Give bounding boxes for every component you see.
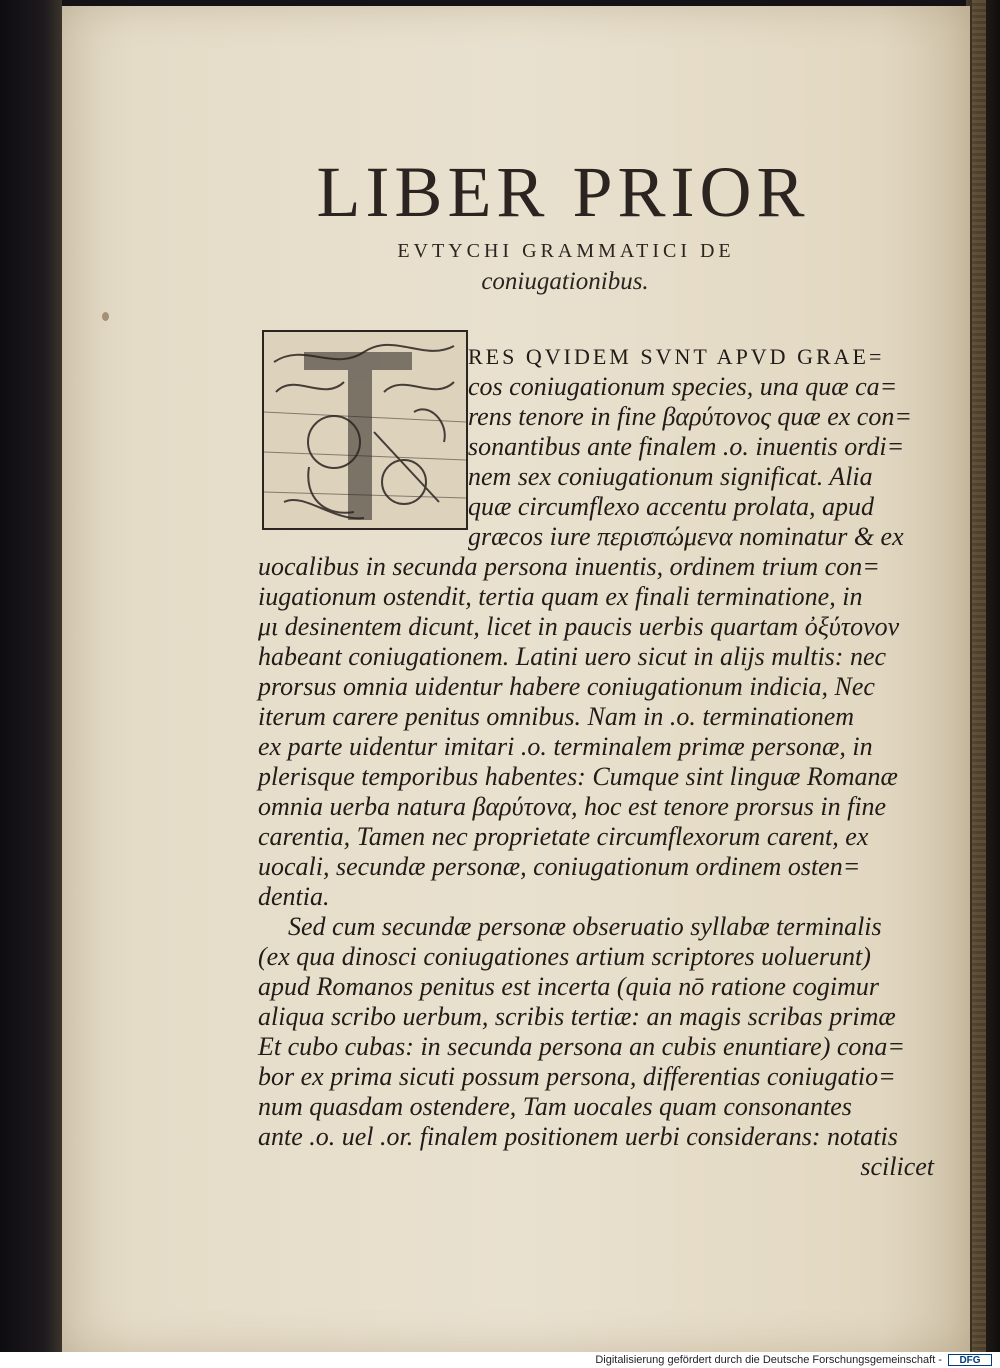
text-line: μι desinentem dicunt, licet in paucis uerbis quartam ὀξύτονον <box>258 612 900 641</box>
text-line: aliqua scribo uerbum, scribis tertiæ: an magis scribas primæ <box>258 1002 896 1031</box>
page-title: LIBER PRIOR <box>316 152 810 232</box>
text-line: iterum carere penitus omnibus. Nam in .o. terminationem <box>258 702 855 731</box>
text-line: cos coniugationum species, una quæ ca= <box>468 372 898 401</box>
text-line: ante .o. uel .or. finalem positionem uerbi considerans: notatis <box>258 1122 898 1151</box>
text-line: Sed cum secundæ personæ obseruatio syllabæ terminalis <box>288 912 882 941</box>
text-line: quæ circumflexo accentu prolata, apud <box>468 492 875 521</box>
text-line: rens tenore in fine βαρύτονος quæ ex con= <box>468 402 912 431</box>
paper-stain <box>102 312 109 321</box>
text-line: dentia. <box>258 882 330 911</box>
dfg-logo: DFG <box>948 1354 992 1366</box>
decorated-initial-t <box>262 330 468 530</box>
text-line: RES QVIDEM SVNT APVD GRAE= <box>468 344 885 369</box>
text-line: habeant coniugationem. Latini uero sicut in alijs multis: nec <box>258 642 887 671</box>
page-subtitle-caps: EVTYCHI GRAMMATICI DE <box>397 240 735 262</box>
text-line: apud Romanos penitus est incerta (quia nō ratione cogimur <box>258 972 880 1001</box>
text-line: num quasdam ostendere, Tam uocales quam consonantes <box>258 1092 852 1121</box>
text-line: iugationum ostendit, tertia quam ex finali terminatione, in <box>258 582 863 611</box>
text-line: uocalibus in secunda persona inuentis, ordinem trium con= <box>258 552 880 581</box>
scan-background-left <box>0 0 62 1352</box>
text-line: omnia uerba natura βαρύτονα, hoc est tenore prorsus in fine <box>258 792 887 821</box>
text-line: græcos iure περισπώμενα nominatur & ex <box>468 522 904 551</box>
text-line: sonantibus ante finalem .o. inuentis ordi= <box>468 432 905 461</box>
text-line: carentia, Tamen nec proprietate circumflexorum carent, ex <box>258 822 869 851</box>
catchword: scilicet <box>860 1152 934 1181</box>
text-line: (ex qua dinosci coniugationes artium scriptores uoluerunt) <box>258 942 871 971</box>
page-subtitle-italic: coniugationibus. <box>481 268 649 295</box>
text-line: Et cubo cubas: in secunda persona an cubis enuntiare) cona= <box>258 1032 905 1061</box>
woodcut-initial-illustration <box>264 332 466 528</box>
adjacent-page-edge <box>972 0 986 1352</box>
text-line: uocali, secundæ personæ, coniugationum ordinem osten= <box>258 852 861 881</box>
digitization-credit: Digitalisierung gefördert durch die Deutsche Forschungsgemeinschaft - <box>595 1354 942 1366</box>
text-line: prorsus omnia uidentur habere coniugationum indicia, Nec <box>258 672 875 701</box>
text-line: plerisque temporibus habentes: Cumque sint linguæ Romanæ <box>258 762 898 791</box>
text-line: nem sex coniugationum significat. Alia <box>468 462 873 491</box>
text-line: bor ex prima sicuti possum persona, differentias coniugatio= <box>258 1062 896 1091</box>
text-line: ex parte uidentur imitari .o. terminalem primæ personæ, in <box>258 732 873 761</box>
